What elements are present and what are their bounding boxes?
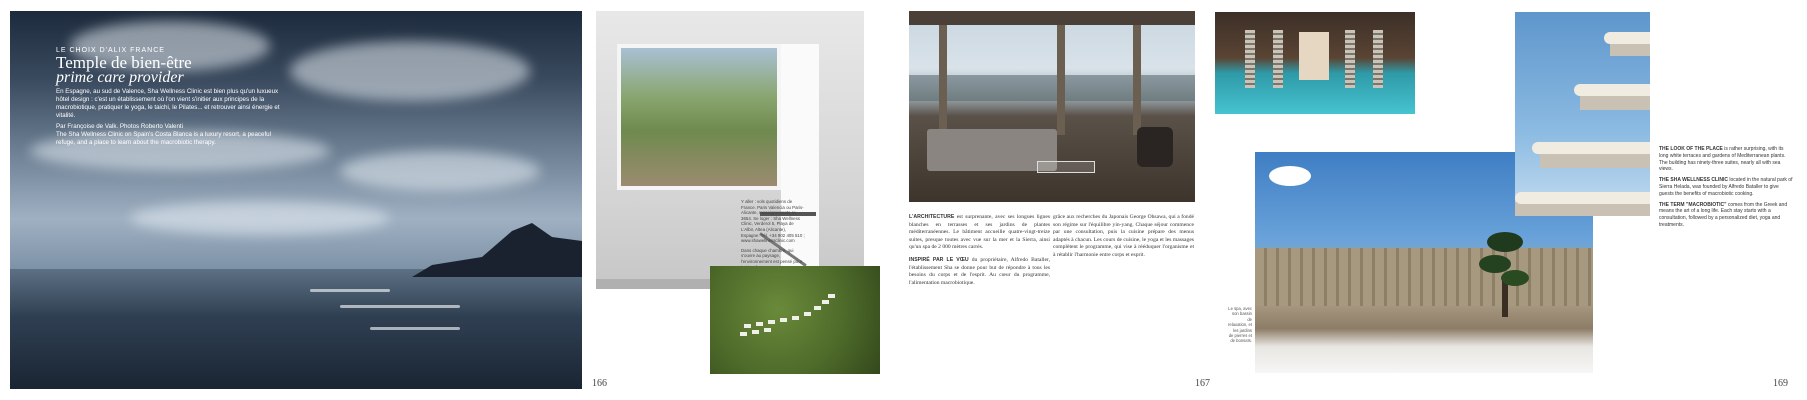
bonsai-tree [1475,222,1535,322]
coffee-table [1037,161,1095,173]
caption-travel: Y aller : vols quotidiens de France. Paris Valencia ou Paris-Alicante, renseignements au 3654. Se loger : Sha Wellness Clinic, Verderol 5, Playa de L'Albir, Altea (Alicante), Espagne. Tél. +34 902 405 510 ; www.shawellnessclinic.com [741,199,805,244]
english-lead-2: THE SHA WELLNESS CLINIC [1659,177,1728,184]
kicker: LE CHOIX D'ALIX FRANCE [56,47,165,54]
building-terraces-photo [1515,12,1650,213]
column-1-text-2: du propriétaire, Alfredo Bataller, l'établissement Sha se donne pour but de répondre à tous les besoins du corps et de l'esprit. Au cœur du programme, l'alimentation macrobiotique. [909,256,1050,286]
window-view [621,48,777,186]
photo-credit: Par Françoise de Valk. Photos Roberto Valenti [56,123,184,130]
garden-path-photo [710,266,880,374]
column-2-text: grâce aux recherches du Japonais George Ohsawa, qui a fondé son régime sur l'équilibre yin-yang. Chaque séjour commence par une consultation, puis la cuisine prépare des menus adaptés à chacun. Les cours de cuisine, le yoga et les massages complètent le programme, qui vise à rééduquer l'organisme et à rétablir l'harmonie entre corps et esprit. [1053,214,1194,258]
caption-rooms: Dans chaque chambre, qui s'ouvre au paysage, l'environnement est pensé pour [741,247,803,264]
page-number-left: 166 [592,378,607,389]
practical-info-caption [741,199,805,270]
stone-wall [1255,248,1593,306]
english-text-2: located in the natural park of Sierra Helada, was founded by Alfredo Bataller to give guests the benefits of macrobiotic cooking. [1659,177,1793,197]
sea [10,269,582,389]
page-number-right: 169 [1773,378,1788,389]
article-column-1 [909,214,1050,287]
headland [412,217,582,277]
lead-french: En Espagne, au sud de Valence, Sha Wellness Clinic est bien plus qu'un luxueux hôtel design : c'est un établissement où l'on vient s'initier aux principes de la macrobiotique, pratiquer le yoga, le taichi, le Pilates... et retrouver ainsi énergie et vitalité. [56,88,280,119]
headline: Temple de bien-être [56,53,192,72]
vertical-caption: Le spa, avec son bassin de relaxation, et les jardins de pierres et de bonsaïs. [1228,306,1252,344]
english-text-3: comes from the Greek and means the art of a long life. Each stay starts with a consultation, followed by a personalized diet, yoga and treatments. [1659,201,1788,228]
column-1-text: est surprenante, avec ses longues lignes blanches en terrasses et ses jardins de plantes méditerranéennes. Le bâtiment accueille quatre-vingt-treize suites, presque toutes avec vue sur la mer et la Sierra, ainsi qu'un spa de 2 000 mètres carrés. [909,214,1050,251]
english-lead-1: THE LOOK OF THE PLACE [1659,146,1723,152]
english-lead-3: THE TERM "MACROBIOTIC" [1659,201,1727,208]
english-column [1659,146,1794,229]
title-block [56,47,286,147]
english-text-1: is rather surprising, with its long white terraces and gardens of Mediterranean plants. The building has ninety-three suites, nearly all with sea views. [1659,146,1786,173]
column-1-lead-2: INSPIRÉ PAR LE VŒU [909,256,969,263]
seascape-photo [10,11,582,389]
lounge-chair [1137,127,1173,167]
column-1-lead: L'ARCHITECTURE [909,214,955,220]
headline-english: prime care provider [56,69,184,86]
spa-pool-photo [1215,12,1415,114]
article-column-2 [1053,214,1194,260]
lead-english: The Sha Wellness Clinic on Spain's Costa Blanca is a luxury resort, a peaceful refuge, and a place to learn about the macrobiotic therapy. [56,131,271,146]
page-number-center: 167 [1195,378,1210,389]
living-room-photo [909,11,1195,202]
